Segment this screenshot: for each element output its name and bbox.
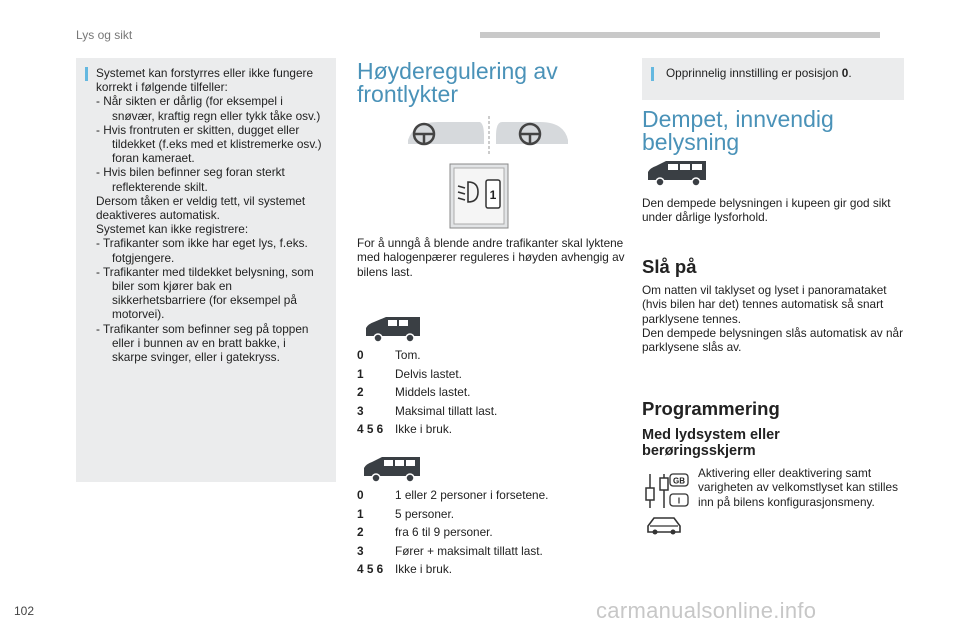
dimmed-lighting-intro: Den dempede belysningen i kupeen gir god sikt under dårlige lysforhold. bbox=[642, 196, 891, 225]
table-row bbox=[357, 523, 548, 542]
info-text bbox=[96, 66, 324, 364]
chapter-title: Lys og sikt bbox=[76, 28, 133, 42]
settings-menu-icon bbox=[644, 470, 692, 540]
header-rule bbox=[480, 32, 880, 38]
table-row bbox=[357, 383, 497, 402]
position-key: 3 bbox=[357, 543, 364, 558]
list-item: - Når sikten er dårlig (for eksempel i snøvær, kraftig regn eller tykk tåke osv.) bbox=[96, 94, 321, 123]
title-line: Dempet, innvendig bbox=[642, 106, 834, 132]
list-item: - Hvis bilen befinner seg foran sterkt reflekterende skilt. bbox=[96, 165, 285, 194]
position-description: Ikke i bruk. bbox=[395, 562, 453, 577]
info-box-limitations bbox=[76, 58, 336, 482]
list-item: - Hvis frontruten er skitten, dugget eller tildekket (f.eks med et klistremerke osv.) foran kameraet. bbox=[96, 122, 322, 166]
list-item: - Trafikanter som ikke har eget lys, f.eks. fotgjengere. bbox=[96, 236, 308, 265]
text-line: Dersom tåken er veldig tett, vil systemet deaktiveres automatisk. bbox=[96, 193, 306, 223]
position-description: 5 personer. bbox=[395, 506, 455, 521]
note-text: Opprinnelig innstilling er posisjon 0. bbox=[666, 66, 852, 80]
title-line: Høyderegulering av bbox=[357, 58, 558, 84]
watermark: carmanualsonline.info bbox=[596, 598, 817, 623]
position-description: Tom. bbox=[395, 348, 421, 363]
table-row bbox=[357, 365, 497, 384]
heading-turn-on: Slå på bbox=[642, 256, 697, 277]
position-description: Delvis lastet. bbox=[395, 366, 462, 381]
table-row bbox=[357, 542, 548, 561]
position-key: 3 bbox=[357, 403, 364, 418]
table-row bbox=[357, 402, 497, 421]
heading-programming: Programmering bbox=[642, 398, 780, 419]
section-title-dimmed-lighting bbox=[642, 108, 834, 154]
text-line: Systemet kan ikke registrere: bbox=[96, 222, 249, 237]
load-table-passenger bbox=[357, 486, 548, 579]
turn-on-text-2: Den dempede belysningen slås automatisk av når parklysene slås av. bbox=[642, 326, 903, 355]
position-description: Maksimal tillatt last. bbox=[395, 403, 498, 418]
headlamp-adjust-text: For å unngå å blende andre trafikanter skal lyktene med halogenpærer reguleres i høyden avhengig av bilens last. bbox=[357, 236, 625, 279]
svg-text:1: 1 bbox=[489, 188, 497, 202]
info-box-initial-setting bbox=[642, 58, 904, 100]
svg-text:I: I bbox=[677, 496, 681, 506]
van-load-icon bbox=[364, 314, 422, 344]
car-icon bbox=[648, 518, 680, 535]
position-key: 4 5 6 bbox=[357, 422, 384, 437]
position-key: 2 bbox=[357, 385, 364, 400]
position-key: 1 bbox=[357, 506, 364, 521]
table-row bbox=[357, 560, 548, 579]
position-key: 4 5 6 bbox=[357, 562, 384, 577]
section-title-headlamp-adjust bbox=[357, 60, 558, 106]
page-number: 102 bbox=[14, 604, 35, 618]
title-line: belysning bbox=[642, 129, 740, 155]
table-row bbox=[357, 346, 497, 365]
info-marker bbox=[85, 67, 88, 81]
position-description: Middels lastet. bbox=[395, 385, 471, 400]
text-line: korrekt i følgende tilfeller: bbox=[96, 80, 228, 95]
position-key: 0 bbox=[357, 348, 364, 363]
position-description: 1 eller 2 personer i forsetene. bbox=[395, 488, 549, 503]
position-description: Ikke i bruk. bbox=[395, 422, 453, 437]
passenger-van-icon bbox=[362, 454, 422, 484]
turn-on-text-1: Om natten vil taklyset og lyset i panoramataket (hvis bilen har det) tennes automatisk så snart parklysene tennes. bbox=[642, 283, 887, 326]
subheading-audio-touchscreen: Med lydsystem eller berøringsskjerm bbox=[642, 427, 780, 459]
load-table-van bbox=[357, 346, 497, 439]
list-item: - Trafikanter med tildekket belysning, som biler som kjører bak en sikkerhetsbarriere (for eksempel på motorvei). bbox=[96, 264, 314, 322]
table-row bbox=[357, 505, 548, 524]
passenger-van-icon bbox=[646, 158, 708, 188]
list-item: - Trafikanter som befinner seg på toppen eller i bunnen av en bratt bakke, i skarpe svinger, eller i gatekryss. bbox=[96, 321, 309, 365]
position-description: fra 6 til 9 personer. bbox=[395, 525, 493, 540]
programming-text: Aktivering eller deaktivering samt varigheten av velkomstlyset kan stilles inn på bilens konfigurasjonsmeny. bbox=[698, 466, 898, 509]
title-line: frontlykter bbox=[357, 81, 458, 107]
table-row bbox=[357, 486, 548, 505]
sliders-icon bbox=[646, 474, 668, 508]
table-row bbox=[357, 420, 497, 439]
svg-text:GB: GB bbox=[673, 476, 685, 486]
position-key: 2 bbox=[357, 525, 364, 540]
position-key: 0 bbox=[357, 488, 364, 503]
position-key: 1 bbox=[357, 366, 364, 381]
text-line: Systemet kan forstyrres eller ikke fungere bbox=[96, 66, 314, 80]
headlamp-adjust-illustration bbox=[408, 114, 568, 232]
position-description: Fører + maksimalt tillatt last. bbox=[395, 543, 543, 558]
info-marker bbox=[651, 67, 654, 81]
